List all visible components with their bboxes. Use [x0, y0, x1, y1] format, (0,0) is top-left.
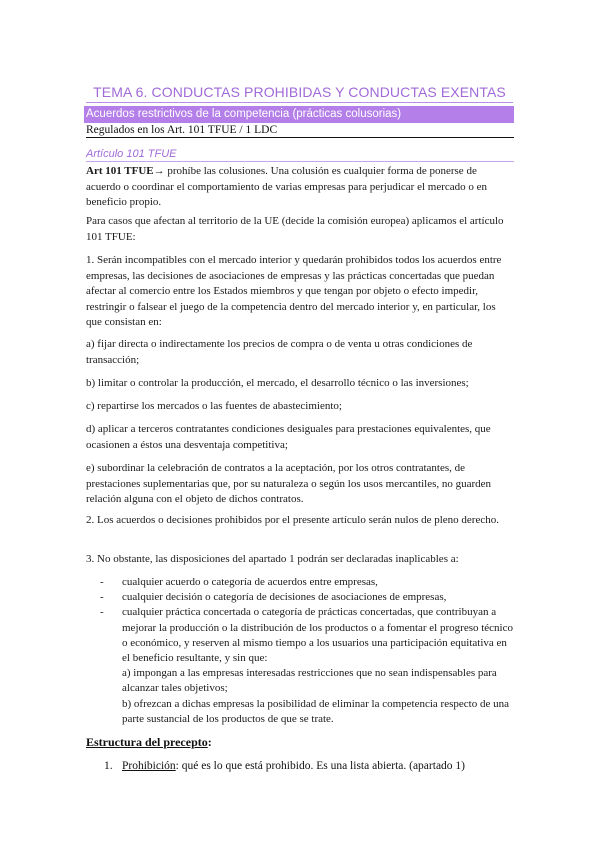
numbered-item-1: 1. Prohibición: qué es lo que está prohibido. Es una lista abierta. (apartado 1): [104, 760, 465, 772]
exemption-list: [100, 575, 514, 727]
dash-bullet: -: [100, 606, 104, 619]
estructura-heading: Estructura del precepto:: [86, 735, 212, 749]
prohibicion-label: Prohibición: [122, 760, 176, 772]
article-heading: Artículo 101 TFUE: [86, 148, 514, 162]
paragraph-2: 2. Los acuerdos o decisiones prohibidos por el presente artículo serán nulos de pleno derecho.: [86, 514, 499, 526]
list-item: - cualquier decisión o categoría de decisiones de asociaciones de empresas,: [100, 590, 514, 605]
arrow-icon: →: [153, 165, 165, 177]
item-c: c) repartirse los mercados o las fuentes de abastecimiento;: [86, 400, 342, 412]
list-item: - cualquier práctica concertada o categoría de prácticas concertadas, que contribuyan a mejorar la producción o la distribución de los productos o a fomentar el progreso técnico o económico, y reserven al mismo tiempo a los usuarios una participación equitativa en el beneficio resultante, y sin que: a) impongan a las empresas interesadas restricciones que no sean indispensables para alcanzar tales objetivos; b) ofrezcan a dichas empresas la posibilidad de eliminar la competencia respecto de una parte sustancial de los productos de que se trate.: [100, 605, 514, 727]
intro-bold-label: Art 101 TFUE: [86, 165, 154, 177]
intro-text: prohíbe las colusiones. Una colusión es cualquier forma de ponerse de acuerdo o coordinar el comportamiento de varias empresas para perjudicar el mercado o en beneficio propio.: [86, 165, 488, 208]
regulated-line: Regulados en los Art. 101 TFUE / 1 LDC: [86, 124, 514, 138]
list-item: - cualquier acuerdo o categoría de acuerdos entre empresas,: [100, 575, 514, 590]
sub-item-b: b) ofrezcan a dichas empresas la posibilidad de eliminar la competencia respecto de una parte sustancial de los productos de que se trate.: [122, 697, 509, 725]
paragraph-3: 3. No obstante, las disposiciones del apartado 1 podrán ser declaradas inaplicables a:: [86, 553, 459, 565]
item-e: e) subordinar la celebración de contratos a la aceptación, por los otros contratantes, de prestaciones suplementarias que, por su naturaleza o según los usos mercantiles, no guarden relación alguna con el objeto de dichos contratos.: [86, 462, 492, 505]
dash-bullet: -: [100, 591, 104, 604]
section-banner: Acuerdos restrictivos de la competencia (prácticas colusorias): [84, 106, 514, 123]
item-a: a) fijar directa o indirectamente los precios de compra o de venta u otras condiciones de transacción;: [86, 338, 473, 366]
item-b: b) limitar o controlar la producción, el mercado, el desarrollo técnico o las inversiones;: [86, 377, 469, 389]
ue-cases-paragraph: Para casos que afectan al territorio de la UE (decide la comisión europea) aplicamos el artículo 101 TFUE:: [86, 215, 504, 243]
sub-item-a: a) impongan a las empresas interesadas restricciones que no sean indispensables para alcanzar tales objetivos;: [122, 667, 497, 695]
item-d: d) aplicar a terceros contratantes condiciones desiguales para prestaciones equivalentes, que ocasionen a éstos una desventaja competitiva;: [86, 423, 491, 451]
page-title: TEMA 6. CONDUCTAS PROHIBIDAS Y CONDUCTAS EXENTAS: [86, 84, 513, 103]
dash-bullet: -: [100, 576, 104, 588]
paragraph-1: 1. Serán incompatibles con el mercado interior y quedarán prohibidos todos los acuerdos entre empresas, las decisiones de asociaciones de empresas y las prácticas concertadas que puedan afectar al comercio entre los Estados miembros y que tengan por objeto o efecto impedir, restringir o falsear el juego de la competencia dentro del mercado interior y, en particular, los que consistan en:: [86, 254, 502, 328]
intro-paragraph: [86, 164, 514, 211]
